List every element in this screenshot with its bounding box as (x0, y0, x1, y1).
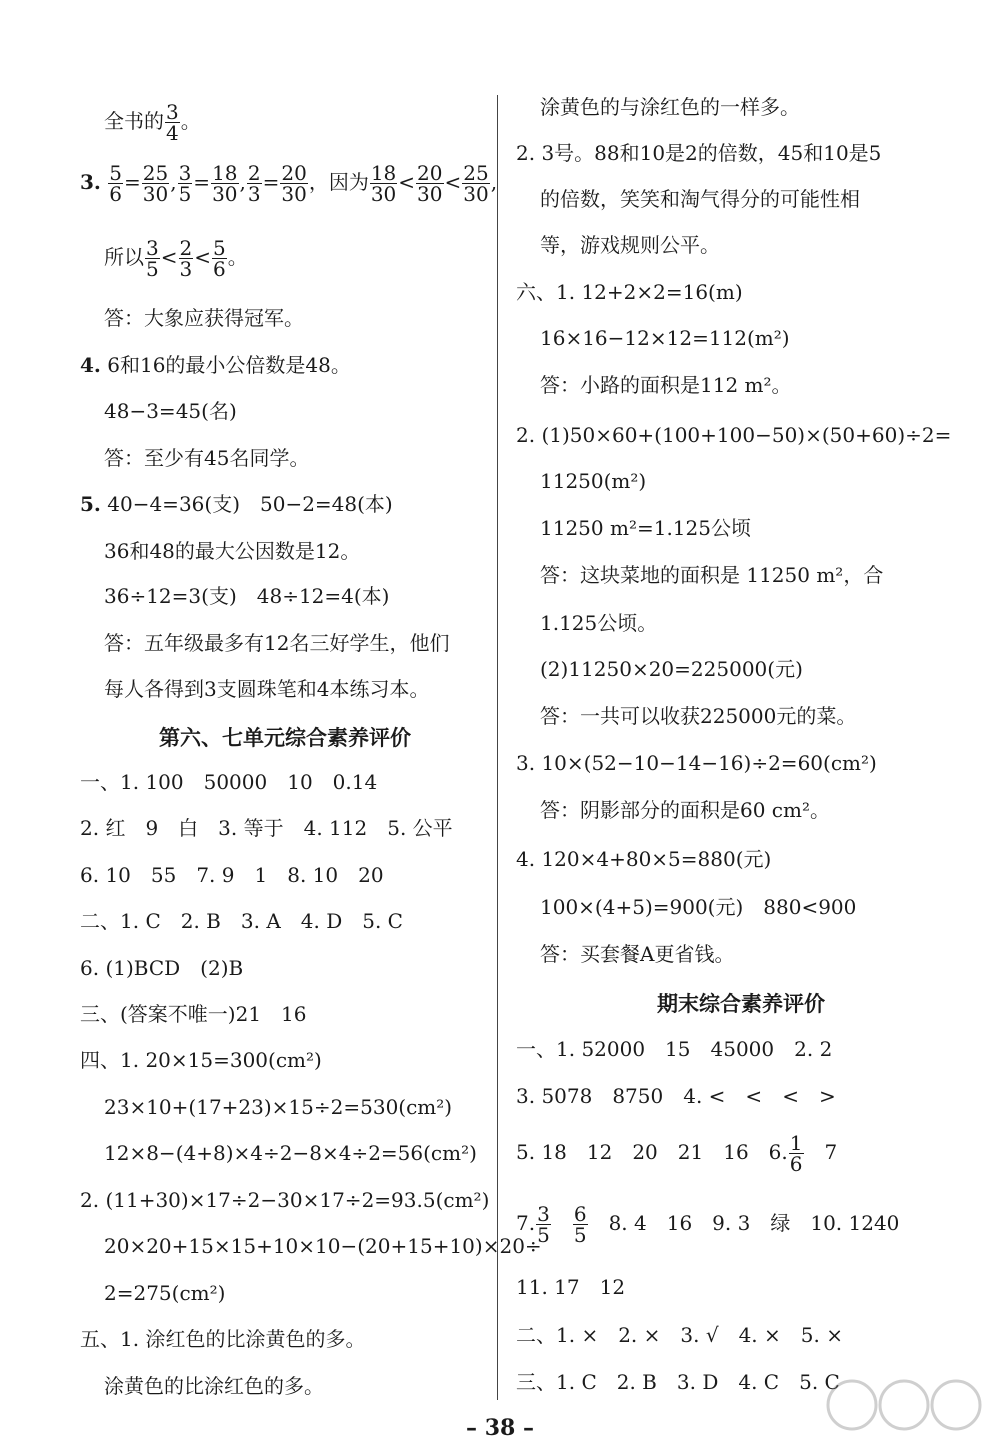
watermark-logo (822, 1373, 992, 1443)
answer-line: 一、1. 52000 15 45000 2. 2 (516, 1037, 833, 1061)
column-divider (497, 95, 498, 1400)
answer-line: 6. 10 55 7. 9 1 8. 10 20 (80, 863, 384, 887)
answer-line: 二、1. × 2. × 3. √ 4. × 5. × (516, 1323, 843, 1347)
section-heading: 第六、七单元综合素养评价 (159, 725, 411, 750)
calc-line: 2=275(cm²) (104, 1281, 226, 1305)
answer-line: 涂黄色的比涂红色的多。 (104, 1374, 324, 1398)
answer-line: 2. (1)50×60+(100+100−50)×(50+60)÷2= (516, 423, 952, 447)
answer-line: 5. 18 12 20 21 16 6. $\frac{1}{6}$ 7 (516, 1131, 838, 1176)
left-item-3: 3. $\frac{5}{6}$ = $\frac{25}{30}$ , $\frac{3}{5}$ = $\frac{18}{30}$ , $\frac{2}{3}$ = $\frac{20}{30}$ ，因为 $\frac{18}{30}$ < $\frac{20}{30}$ < $\frac{25}{30}$ , (80, 161, 498, 206)
answer-line: 2. 3号。88和10是2的倍数，45和10是5 (516, 141, 882, 165)
answer-line: 答：这块菜地的面积是 11250 m²，合 (540, 563, 884, 587)
calc-line: 11250(m²) (540, 469, 647, 493)
calc-line: (2)11250×20=225000(元) (540, 657, 803, 681)
answer-line: 3. 5078 8750 4. < < < > (516, 1084, 836, 1108)
page-number: – 38 – (466, 1415, 534, 1441)
answer-line: 三、1. C 2. B 3. D 4. C 5. C (516, 1370, 840, 1394)
left-line-1: 全书的 $\frac{3}{4}$ 。 (104, 100, 201, 145)
answer-3: 答：大象应获得冠军。 (104, 306, 304, 330)
answer-line: 答：一共可以收获225000元的菜。 (540, 704, 857, 728)
answer-line: 一、1. 100 50000 10 0.14 (80, 770, 378, 794)
calc-line: 36和48的最大公因数是12。 (104, 539, 361, 563)
answer-line: 6. (1)BCD (2)B (80, 956, 244, 980)
answer-line: 涂黄色的与涂红色的一样多。 (540, 95, 800, 119)
answer-line: 11. 17 12 (516, 1275, 626, 1299)
section-heading: 期末综合素养评价 (657, 991, 825, 1016)
answer-line: 三、(答案不唯一)21 16 (80, 1002, 307, 1026)
answer-5-cont: 每人各得到3支圆珠笔和4本练习本。 (104, 677, 430, 701)
calc-line: 23×10+(17+23)×15÷2=530(cm²) (104, 1095, 453, 1119)
answer-line: 4. 120×4+80×5=880(元) (516, 847, 772, 871)
answer-line: 3. 10×(52−10−14−16)÷2=60(cm²) (516, 751, 877, 775)
answer-line: 2. (11+30)×17÷2−30×17÷2=93.5(cm²) (80, 1188, 490, 1212)
answer-line: 五、1. 涂红色的比涂黄色的多。 (80, 1327, 366, 1351)
answer-5: 答：五年级最多有12名三好学生，他们 (104, 631, 450, 655)
answer-line: 答：阴影部分的面积是60 cm²。 (540, 798, 830, 822)
calc-line: 48−3=45(名) (104, 399, 237, 423)
calc-line: 16×16−12×12=112(m²) (540, 326, 790, 350)
fraction: $\frac{3}{4}$ (166, 100, 179, 145)
answer-line: 四、1. 20×15=300(cm²) (80, 1048, 322, 1072)
calc-line: 12×8−(4+8)×4÷2−8×4÷2=56(cm²) (104, 1141, 477, 1165)
answer-line: 的倍数，笑笑和淘气得分的可能性相 (540, 187, 860, 211)
answer-line: 等，游戏规则公平。 (540, 233, 720, 257)
left-item-4: 4. 6和16的最小公倍数是48。 (80, 353, 351, 377)
calc-line: 20×20+15×15+10×10−(20+15+10)×20÷ (104, 1234, 542, 1258)
calc-line: 36÷12=3(支) 48÷12=4(本) (104, 584, 390, 608)
answer-line: 1.125公顷。 (540, 611, 658, 635)
answer-line: 二、1. C 2. B 3. A 4. D 5. C (80, 909, 403, 933)
answer-line: 答：买套餐A更省钱。 (540, 942, 735, 966)
answer-line: 2. 红 9 白 3. 等于 4. 112 5. 公平 (80, 816, 453, 840)
calc-line: 11250 m²=1.125公顷 (540, 516, 751, 540)
left-item-5: 5. 40−4=36(支) 50−2=48(本) (80, 492, 393, 516)
left-item-3b: 所以 $\frac{3}{5}$ < $\frac{2}{3}$ < $\frac{5}{6}$ 。 (104, 236, 248, 281)
answer-line: 7. $\frac{3}{5}$ $\frac{6}{5}$ 8. 4 16 9. 3 绿 10. 1240 (516, 1202, 900, 1247)
calc-line: 100×(4+5)=900(元) 880<900 (540, 895, 857, 919)
answer-line: 答：小路的面积是112 m²。 (540, 373, 792, 397)
answer-line: 六、1. 12+2×2=16(m) (516, 280, 743, 304)
answer-4: 答：至少有45名同学。 (104, 446, 310, 470)
